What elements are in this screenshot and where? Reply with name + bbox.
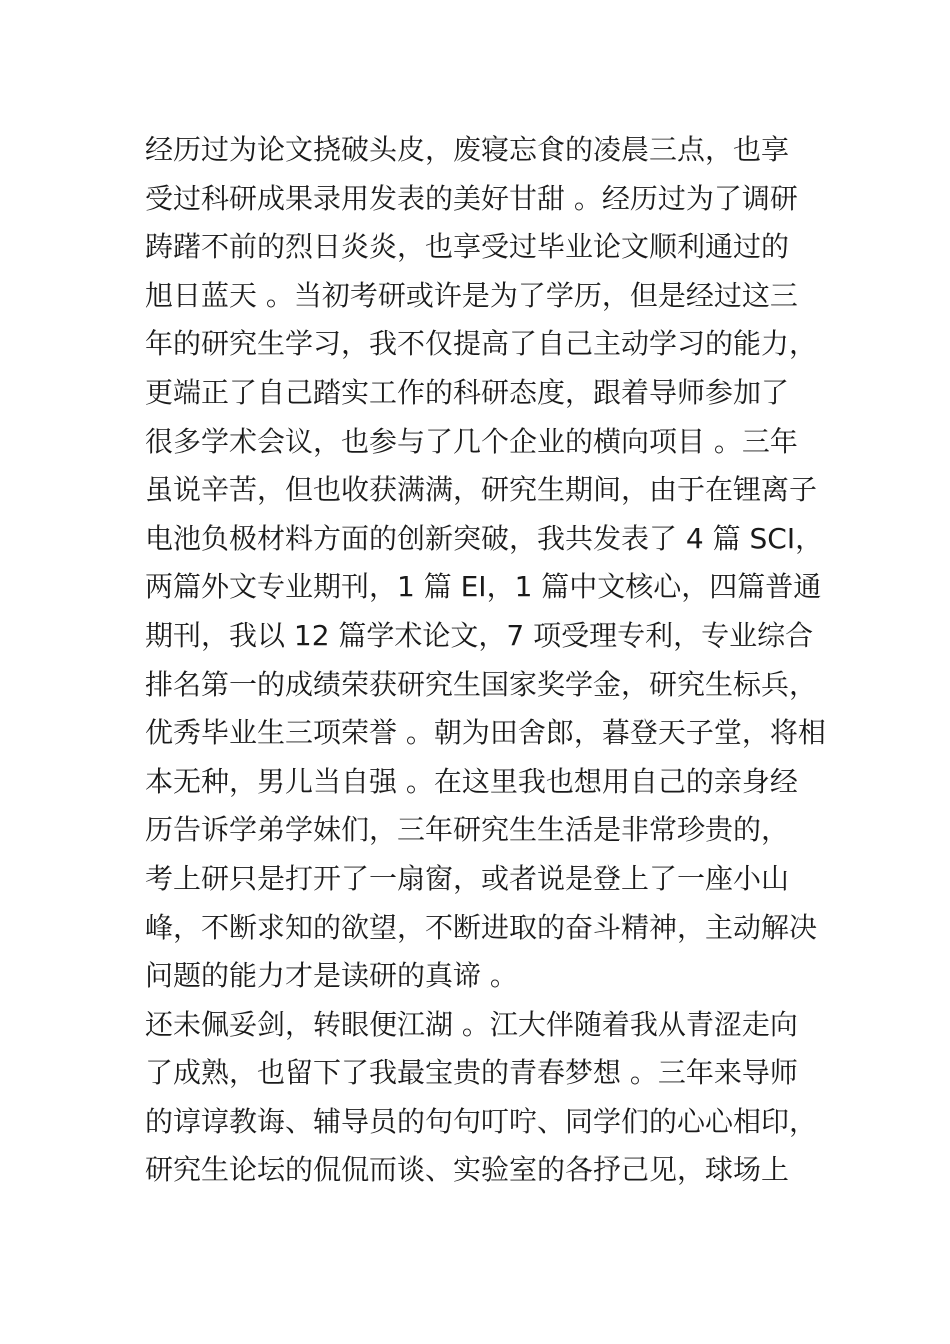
text-line: 两篇外文专业期刊，1 篇 EI，1 篇中文核心，四篇普通 bbox=[145, 570, 822, 604]
text-line: 考上研只是打开了一扇窗，或者说是登上了一座小山 bbox=[145, 861, 790, 895]
text-line: 电池负极材料方面的创新突破，我共发表了 4 篇 SCI， bbox=[145, 521, 824, 555]
text-line: 的谆谆教诲、辅导员的句句叮咛、同学们的心心相印， bbox=[145, 1104, 818, 1138]
text-line: 期刊，我以 12 篇学术论文，7 项受理专利，专业综合 bbox=[145, 618, 814, 652]
text-line: 峰，不断求知的欲望，不断进取的奋斗精神，主动解决 bbox=[145, 910, 818, 944]
text-line: 年的研究生学习，我不仅提高了自己主动学习的能力， bbox=[145, 327, 818, 361]
text-line: 排名第一的成绩荣获研究生国家奖学金，研究生标兵， bbox=[145, 667, 818, 701]
text-line: 还未佩妥剑，转眼便江湖 。江大伴随着我从青涩走向 bbox=[145, 1007, 798, 1041]
text-line: 问题的能力才是读研的真谛 。 bbox=[145, 959, 518, 993]
text-line: 本无种，男儿当自强 。在这里我也想用自己的亲身经 bbox=[145, 764, 798, 798]
text-line: 更端正了自己踏实工作的科研态度，跟着导师参加了 bbox=[145, 375, 790, 409]
text-line: 虽说辛苦，但也收获满满，研究生期间，由于在锂离子 bbox=[145, 473, 818, 507]
text-line: 经历过为论文挠破头皮，废寝忘食的凌晨三点，也享 bbox=[145, 133, 790, 166]
text-line: 了成熟，也留下了我最宝贵的青春梦想 。三年来导师 bbox=[145, 1056, 798, 1090]
text-line: 历告诉学弟学妹们，三年研究生生活是非常珍贵的， bbox=[145, 813, 790, 847]
body-text bbox=[145, 126, 825, 1195]
text-line: 优秀毕业生三项荣誉 。朝为田舍郎，暮登天子堂，将相 bbox=[145, 716, 826, 750]
text-line: 受过科研成果录用发表的美好甘甜 。经历过为了调研 bbox=[145, 181, 798, 215]
text-line: 研究生论坛的侃侃而谈、实验室的各抒己见，球场上 bbox=[145, 1153, 790, 1187]
text-line: 踌躇不前的烈日炎炎，也享受过毕业论文顺利通过的 bbox=[145, 230, 790, 264]
text-line: 旭日蓝天 。当初考研或许是为了学历，但是经过这三 bbox=[145, 278, 798, 312]
text-line: 很多学术会议，也参与了几个企业的横向项目 。三年 bbox=[145, 424, 798, 458]
